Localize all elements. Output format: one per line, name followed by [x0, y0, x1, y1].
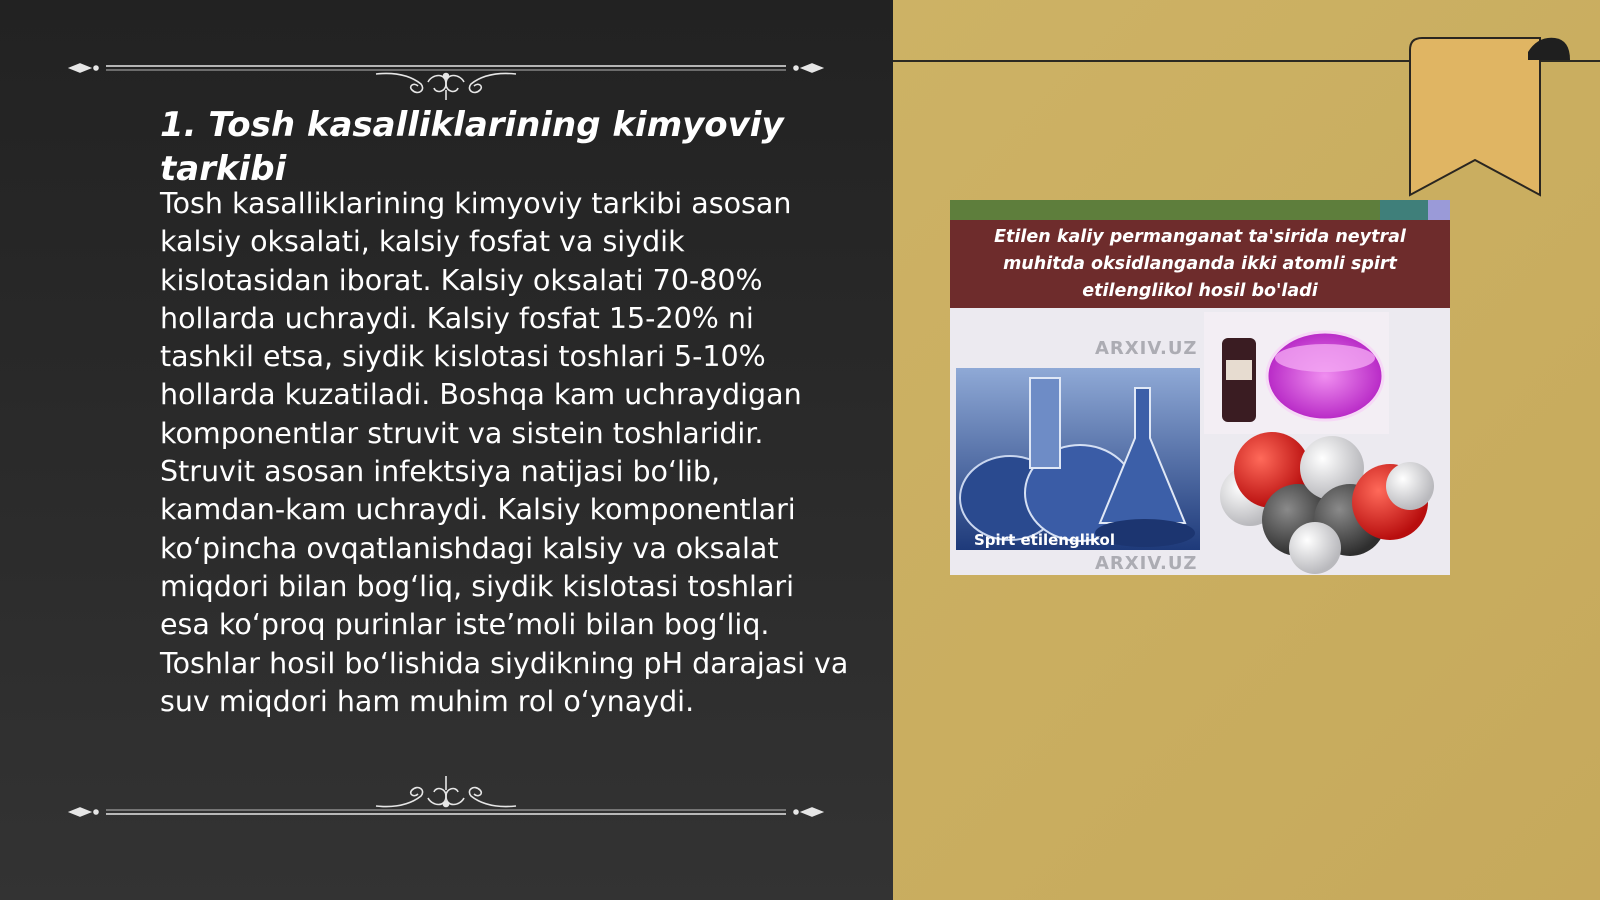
- bottom-ornament-divider: [66, 770, 826, 830]
- bookmark-ribbon-icon: [1400, 30, 1600, 200]
- figure-caption-bar: [950, 220, 1450, 308]
- slide-title: 1. Tosh kasalliklarining kimyoviy tarkibi: [160, 105, 784, 189]
- watermark-top: ARXIV.UZ: [1095, 338, 1198, 359]
- figure-caption: Etilen kaliy permanganat ta'sirida neytral muhitda oksidlanganda ikki atomli spirt etilenglikol hosil bo'ladi: [994, 226, 1406, 301]
- watermark-bottom: ARXIV.UZ: [1095, 553, 1198, 574]
- slide-body-text: Tosh kasalliklarining kimyoviy tarkibi asosan kalsiy oksalati, kalsiy fosfat va siydik kislotasidan iborat. Kalsiy oksalati 70-80% hollarda uchraydi. Kalsiy fosfat 15-20% ni tashkil etsa, siydik kislotasi toshlari 5-10% hollarda kuzatiladi. Boshqa kam uchraydigan komponentlar struvit va sistein toshlaridir. Struvit asosan infektsiya natijasi bo‘lib, kamdan-kam uchraydi. Kalsiy komponentlari ko‘pincha ovqatlanishdagi kalsiy va oksalat miqdori bilan bog‘liq, siydik kislotasi toshlari esa ko‘proq purinlar iste’moli bilan bog‘liq. Toshlar hosil bo‘lishida siydikning pH darajasi va suv miqdori ham muhim rol o‘ynaydi.: [160, 187, 849, 718]
- figure-top-stripe: [950, 200, 1450, 220]
- chemistry-figure: [950, 200, 1450, 575]
- top-ornament-divider: [66, 40, 826, 100]
- figure-photo-label: Spirt etilenglikol: [974, 531, 1115, 549]
